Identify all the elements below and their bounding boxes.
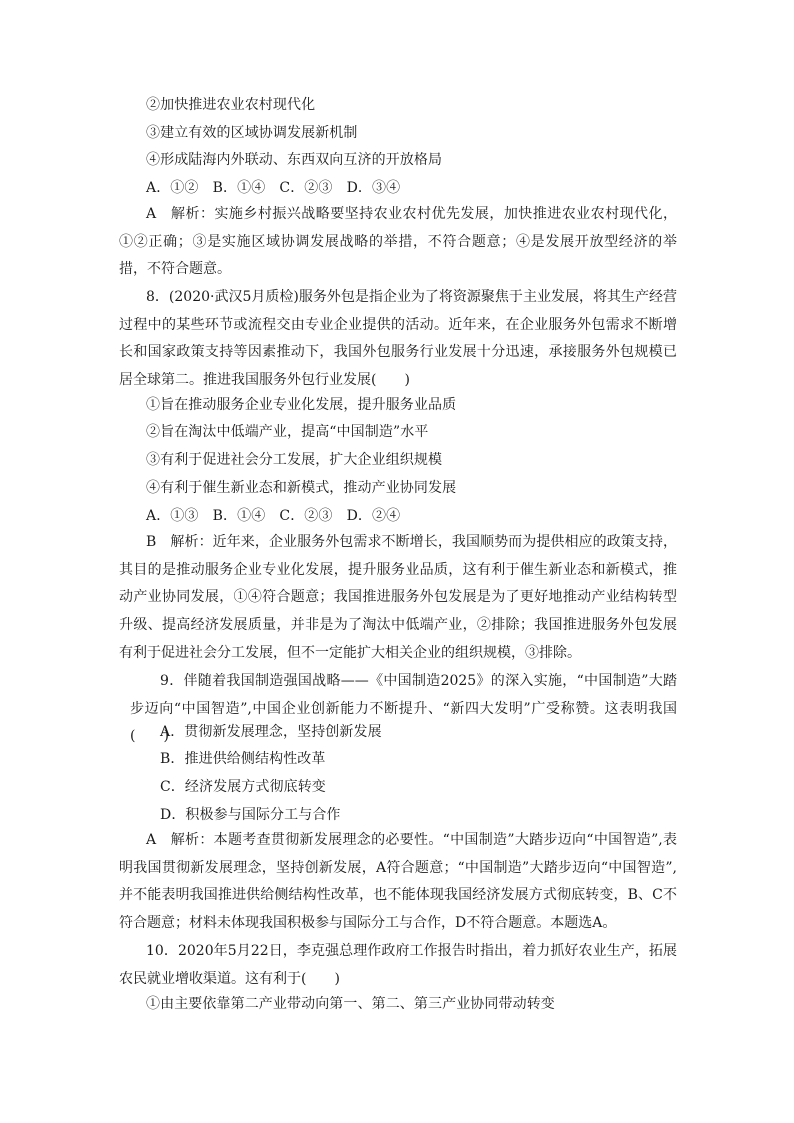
q10-stem: 10．2020年5月22日，李克强总理作政府工作报告时指出，着力抓好农业生产，拓展农民就业增收渠道。这有利于( ): [119, 943, 677, 987]
q9-option-c: C．经济发展方式彻底转变: [160, 779, 326, 795]
q8-option-1: ①旨在推动服务企业专业化发展，提升服务业品质: [146, 397, 457, 413]
q7-analysis: A 解析：实施乡村振兴战略要坚持农业农村优先发展，加快推进农业农村现代化，①②正确；③是实施区域协调发展战略的举措，不符合题意；④是发展开放型经济的举措，不符合题意。: [119, 206, 677, 278]
q8-option-2: ②旨在淘汰中低端产业，提高“中国制造”水平: [146, 424, 429, 440]
q8-option-3: ③有利于促进社会分工发展，扩大企业组织规模: [146, 452, 443, 468]
q7-option-2: ②加快推进农业农村现代化: [146, 97, 316, 113]
q7-choices: A．①② B．①④ C．②③ D．③④: [146, 180, 401, 196]
q8-analysis: B 解析：近年来，企业服务外包需求不断增长，我国顺势而为提供相应的政策支持，其目的是推动服务企业专业化发展，提升服务业品质，这有利于催生新业态和新模式，推动产业协同发展，①④符合题意；我国推进服务外包发展是为了更好地推动产业结构转型升级、提高经济发展质量，并非是为了淘汰中低端产业，②排除；我国推进服务外包发展有利于促进社会分工发展，但不一定能扩大相关企业的组织规模，③排除。: [119, 534, 677, 661]
q9-stem: 9．伴随着我国制造强国战略——《中国制造2025》的深入实施，“中国制造”大踏步迈向“中国智造”,中国企业创新能力不断提升、“新四大发明”广受称赞。这表明我国( ): [130, 673, 677, 745]
q10-option-1: ①由主要依靠第二产业带动向第一、第二、第三产业协同带动转变: [146, 996, 555, 1012]
q8-stem: 8．(2020·武汉5月质检)服务外包是指企业为了将资源聚焦于主业发展，将其生产经营过程中的某些环节或流程交由专业企业提供的活动。近年来，在企业服务外包需求不断增长和国家政策支持等因素推动下，我国外包服务行业发展十分迅速，承接服务外包规模已居全球第二。推进我国服务外包行业发展( ): [119, 289, 677, 389]
q9-option-b: B．推进供给侧结构性改革: [160, 751, 326, 767]
q8-option-4: ④有利于催生新业态和新模式，推动产业协同发展: [146, 480, 457, 496]
q8-choices: A．①③ B．①④ C．②③ D．②④: [146, 508, 401, 524]
q9-option-a: A．贯彻新发展理念，坚持创新发展: [160, 724, 382, 740]
q7-option-3: ③建立有效的区域协调发展新机制: [146, 125, 358, 141]
q7-option-4: ④形成陆海内外联动、东西双向互济的开放格局: [146, 152, 443, 168]
q9-analysis: A 解析：本题考查贯彻新发展理念的必要性。“中国制造”大踏步迈向“中国智造”,表明我国贯彻新发展理念，坚持创新发展，A符合题意；“中国制造”大踏步迈向“中国智造”,并不能表明我国推进供给侧结构性改革，也不能体现我国经济发展方式彻底转变，B、C不符合题意；材料未体现我国积极参与国际分工与合作，D不符合题意。本题选A。: [119, 832, 677, 932]
q9-option-d: D．积极参与国际分工与合作: [160, 807, 341, 823]
